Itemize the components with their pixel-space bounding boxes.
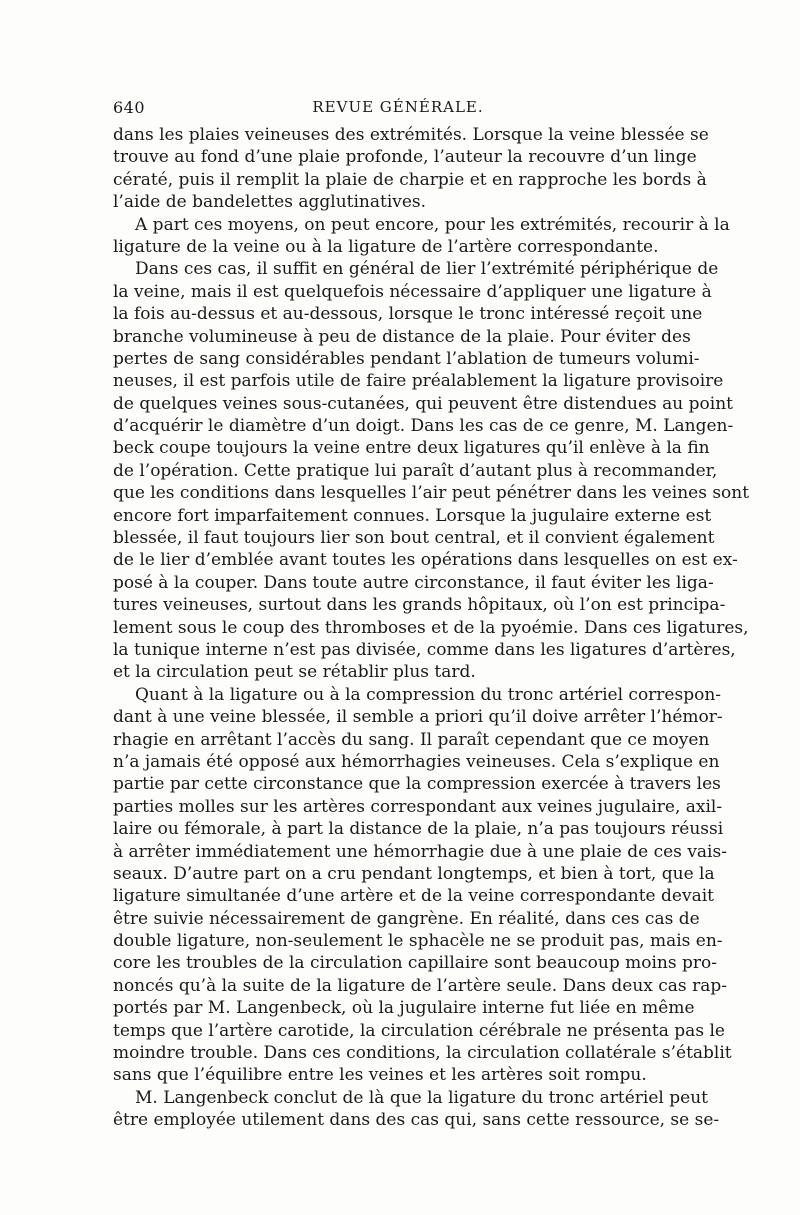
text-line: noncés qu’à la suite de la ligature de l’artère seule. Dans deux cas rap- bbox=[113, 975, 727, 996]
text-line: ligature de la veine ou à la ligature de l’artère correspondante. bbox=[113, 236, 659, 257]
text-line: beck coupe toujours la veine entre deux ligatures qu’il enlève à la fin bbox=[113, 438, 710, 459]
text-line: la fois au-dessus et au-dessous, lorsque le tronc intéressé reçoit une bbox=[113, 304, 703, 325]
text-line: blessée, il faut toujours lier son bout central, et il convient également bbox=[113, 528, 715, 549]
text-line: dant à une veine blessée, il semble a priori qu’il doive arrêter l’hémor- bbox=[113, 707, 723, 728]
text-line: la tunique interne n’est pas divisée, comme dans les ligatures d’artères, bbox=[113, 639, 736, 660]
text-line: rhagie en arrêtant l’accès du sang. Il paraît cependant que ce moyen bbox=[113, 729, 710, 750]
page-number: 640 bbox=[113, 98, 146, 117]
text-line: branche volumineuse à peu de distance de la plaie. Pour éviter des bbox=[113, 326, 691, 347]
text-line: double ligature, non-seulement le sphacèle ne se produit pas, mais en- bbox=[113, 931, 723, 952]
text-line: seaux. D’autre part on a cru pendant longtemps, et bien à tort, que la bbox=[113, 863, 715, 884]
journal-title: REVUE GÉNÉRALE. bbox=[312, 98, 484, 116]
text-line: lement sous le coup des thromboses et de la pyoémie. Dans ces ligatures, bbox=[113, 617, 749, 638]
text-line: de quelques veines sous-cutanées, qui peuvent être distendues au point bbox=[113, 393, 733, 414]
text-line: et la circulation peut se rétablir plus tard. bbox=[113, 662, 476, 683]
text-line: être suivie nécessairement de gangrène. En réalité, dans ces cas de bbox=[113, 908, 700, 929]
text-line: l’aide de bandelettes agglutinatives. bbox=[113, 192, 427, 213]
paragraph bbox=[113, 258, 750, 683]
paragraph bbox=[113, 214, 730, 259]
text-line: être employée utilement dans des cas qui, sans cette ressource, se se- bbox=[113, 1110, 720, 1131]
text-line: portés par M. Langenbeck, où la jugulaire interne fut liée en même bbox=[113, 998, 695, 1019]
text-line: cératé, puis il remplit la plaie de charpie et en rapproche les bords à bbox=[113, 169, 707, 190]
text-line: A part ces moyens, on peut encore, pour les extrémités, recourir à la bbox=[135, 214, 730, 235]
text-line: partie par cette circonstance que la compression exercée à travers les bbox=[113, 774, 721, 795]
text-line: n’a jamais été opposé aux hémorrhagies veineuses. Cela s’explique en bbox=[113, 751, 720, 772]
text-line: Quant à la ligature ou à la compression du tronc artériel correspon- bbox=[135, 684, 722, 705]
body-text bbox=[113, 124, 750, 1132]
text-line: posé à la couper. Dans toute autre circonstance, il faut éviter les liga- bbox=[113, 572, 714, 593]
text-line: dans les plaies veineuses des extrémités. Lorsque la veine blessée se bbox=[113, 125, 709, 145]
text-line: laire ou fémorale, à part la distance de la plaie, n’a pas toujours réussi bbox=[113, 819, 724, 840]
text-line: de le lier d’emblée avant toutes les opérations dans lesquelles on est ex- bbox=[113, 550, 738, 571]
running-head bbox=[113, 98, 683, 122]
text-line: encore fort imparfaitement connues. Lorsque la jugulaire externe est bbox=[113, 505, 712, 526]
text-line: de l’opération. Cette pratique lui paraît d’autant plus à recommander, bbox=[113, 460, 718, 481]
text-line: que les conditions dans lesquelles l’air peut pénétrer dans les veines sont bbox=[113, 483, 750, 504]
text-line: à arrêter immédiatement une hémorrhagie due à une plaie de ces vais- bbox=[113, 841, 727, 862]
text-line: ligature simultanée d’une artère et de la veine correspondante devait bbox=[113, 886, 714, 907]
text-line: moindre trouble. Dans ces conditions, la circulation collatérale s’établit bbox=[113, 1043, 732, 1064]
text-line: core les troubles de la circulation capillaire sont beaucoup moins pro- bbox=[113, 953, 717, 974]
text-line: neuses, il est parfois utile de faire préalablement la ligature provisoire bbox=[113, 371, 724, 392]
text-line: d’acquérir le diamètre d’un doigt. Dans les cas de ce genre, M. Langen- bbox=[113, 416, 734, 437]
text-line: la veine, mais il est quelquefois nécessaire d’appliquer une ligature à bbox=[113, 281, 712, 302]
text-line: M. Langenbeck conclut de là que la ligature du tronc artériel peut bbox=[135, 1087, 708, 1108]
text-line: Dans ces cas, il suffit en général de lier l’extrémité périphérique de bbox=[135, 259, 719, 280]
text-line: pertes de sang considérables pendant l’ablation de tumeurs volumi- bbox=[113, 348, 700, 369]
text-line: parties molles sur les artères correspondant aux veines jugulaire, axil- bbox=[113, 796, 723, 817]
paragraph bbox=[113, 124, 709, 214]
paragraph bbox=[113, 1087, 720, 1132]
text-line: tures veineuses, surtout dans les grands hôpitaux, où l’on est principa- bbox=[113, 595, 726, 616]
text-line: sans que l’équilibre entre les veines et les artères soit rompu. bbox=[113, 1065, 647, 1086]
paragraph bbox=[113, 684, 732, 1087]
text-line: trouve au fond d’une plaie profonde, l’auteur la recouvre d’un linge bbox=[113, 147, 697, 168]
text-line: temps que l’artère carotide, la circulation cérébrale ne présenta pas le bbox=[113, 1020, 725, 1041]
